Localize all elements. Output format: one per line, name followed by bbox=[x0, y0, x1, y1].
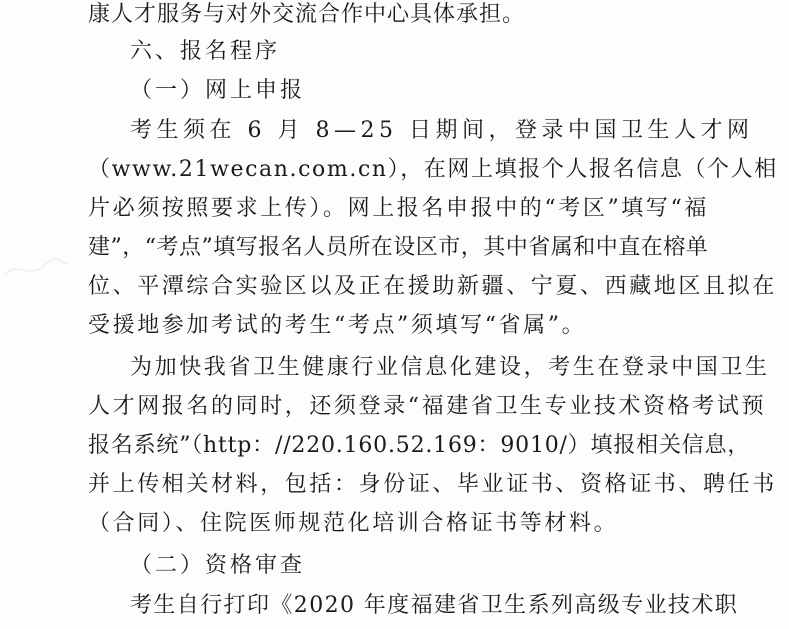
section-heading-registration: 六、报名程序 bbox=[130, 39, 281, 64]
paragraph-line-6: 位、平潭综合实验区以及正在援助新疆、宁夏、西藏地区且拟在 bbox=[88, 274, 777, 299]
paragraph-line-12: （合同）、住院医师规范化培训合格证书等材料。 bbox=[88, 511, 619, 536]
paragraph-line-2: 考生须在 6 月 8—25 日期间，登录中国卫生人才网 bbox=[130, 118, 754, 143]
paragraph-line-11: 并上传相关材料，包括：身份证、毕业证书、资格证书、聘任书 bbox=[88, 472, 777, 497]
paragraph-line-13: 考生自行打印《2020 年度福建省卫生系列高级专业技术职 bbox=[130, 593, 739, 618]
paragraph-line-7: 受援地参加考试的考生“考点”须填写“省属”。 bbox=[88, 313, 587, 338]
subheading-online-application: （一）网上申报 bbox=[130, 78, 306, 103]
paragraph-line-1: 康人才服务与对外交流合作中心具体承担。 bbox=[88, 2, 526, 27]
paragraph-line-5: 建”，“考点”填写报名人员所在设区市，其中省属和中直在榕单 bbox=[88, 235, 709, 260]
paragraph-line-8: 为加快我省卫生健康行业信息化建设，考生在登录中国卫生 bbox=[130, 355, 770, 380]
paragraph-line-4: 片必须按照要求上传）。网上报名申报中的“考区”填写“福 bbox=[88, 196, 709, 221]
subheading-qualification-review: （二）资格审查 bbox=[130, 553, 306, 578]
paragraph-line-3: （www.21wecan.com.cn），在网上填报个人报名信息（个人相 bbox=[88, 157, 778, 182]
paragraph-line-10: 报名系统”（http：//220.160.52.169：9010/）填报相关信息， bbox=[88, 433, 751, 458]
paragraph-line-9: 人才网报名的同时，还须登录“福建省卫生专业技术资格考试预 bbox=[88, 394, 767, 419]
scan-smudge-mark bbox=[0, 250, 70, 290]
